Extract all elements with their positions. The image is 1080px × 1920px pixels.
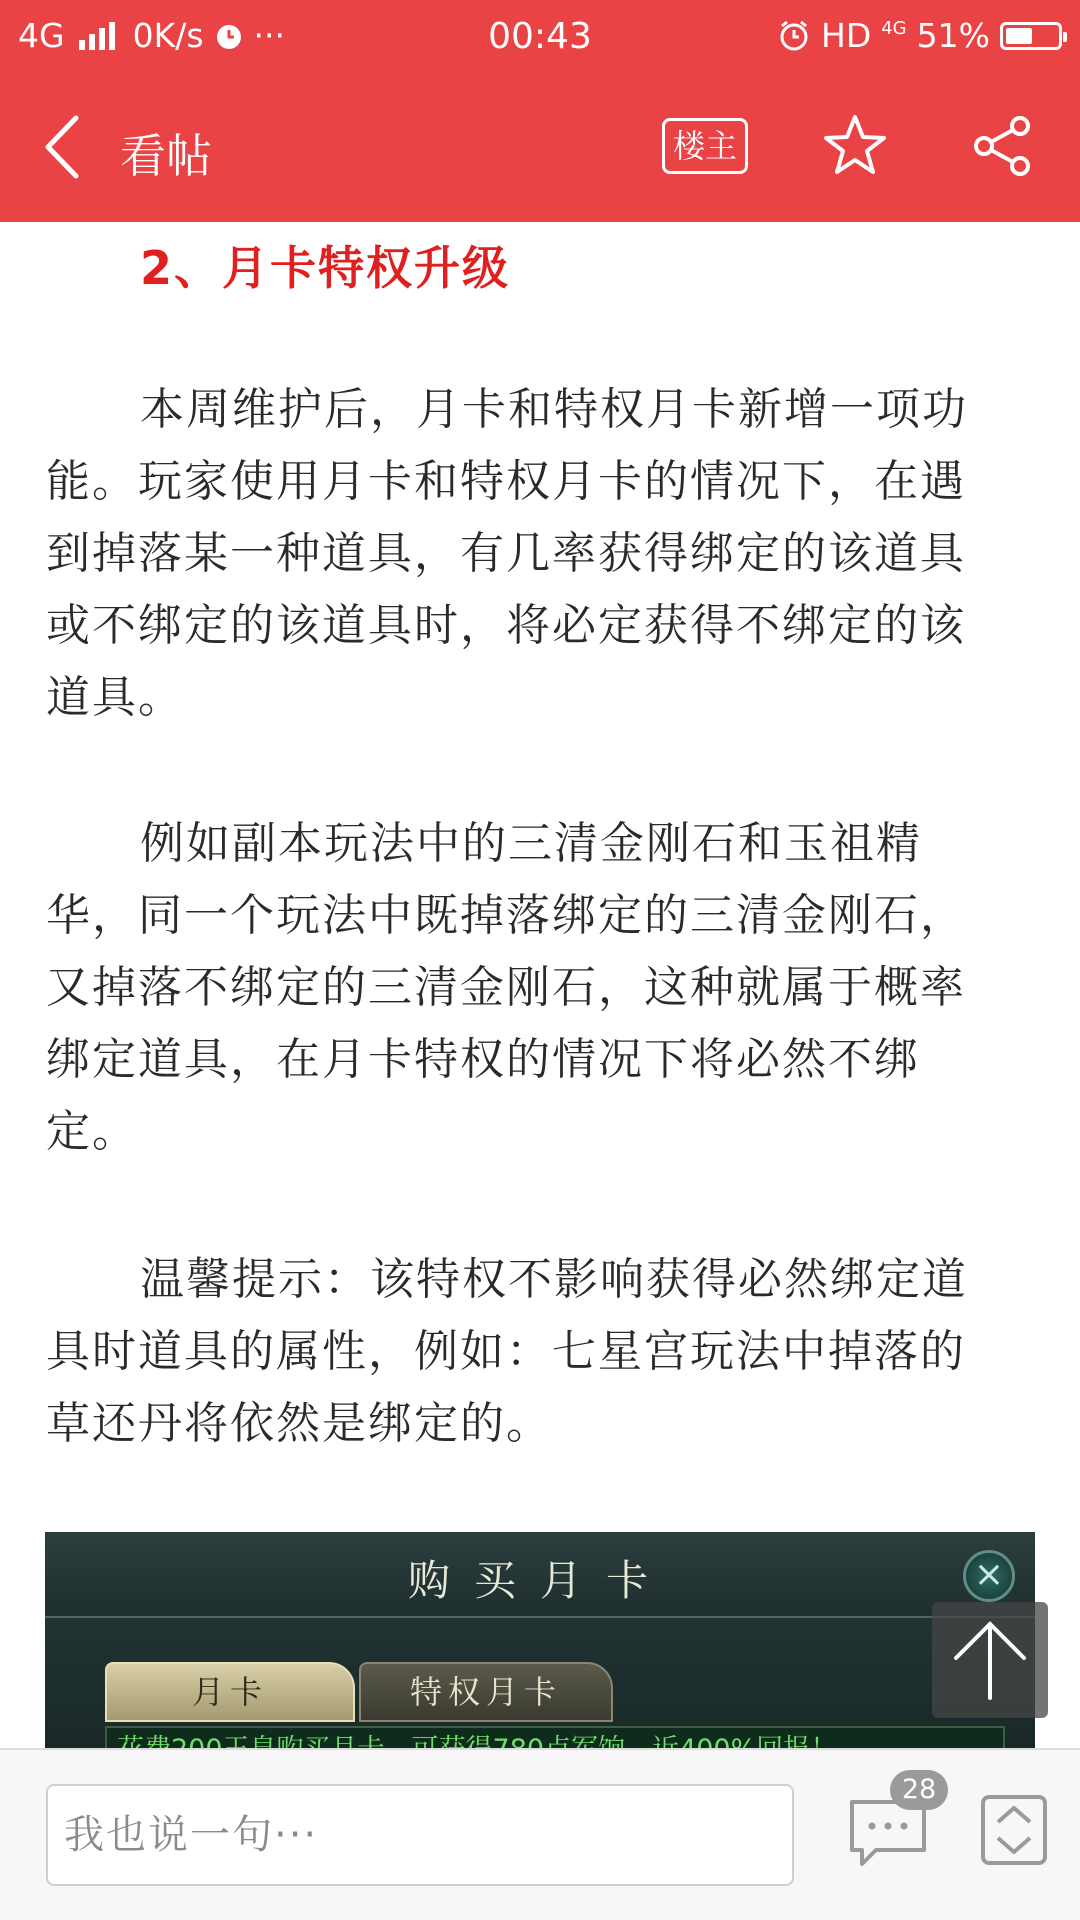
image-tab-monthly-card: 月卡 <box>105 1662 355 1722</box>
clock: 00:43 <box>488 16 592 57</box>
navigation-bar <box>0 76 1080 222</box>
bottom-bar <box>0 1748 1080 1920</box>
network-small: 4G <box>881 17 907 39</box>
battery-icon <box>1000 22 1062 50</box>
scroll-to-top-button[interactable] <box>932 1602 1048 1718</box>
share-icon[interactable] <box>972 114 1036 178</box>
page-title: 看帖 <box>120 129 212 183</box>
page-jump-icon[interactable] <box>980 1794 1048 1866</box>
network-type: 4G <box>18 16 65 55</box>
comment-input[interactable] <box>46 1784 794 1886</box>
network-speed: 0K/s <box>132 16 204 55</box>
paragraph-1: 本周维护后，月卡和特权月卡新增一项功能。玩家使用月卡和特权月卡的情况下，在遇到掉落某一种道具，有几率获得绑定的该道具或不绑定的该道具时，将必定获得不绑定的该道具。 <box>46 384 968 723</box>
arrow-up-icon <box>932 1602 1048 1718</box>
post-image[interactable] <box>45 1532 1035 1768</box>
image-tab-privilege-card: 特权月卡 <box>359 1662 613 1722</box>
hd-indicator: HD <box>821 16 872 55</box>
battery-level <box>1006 28 1032 44</box>
paragraph-2: 例如副本玩法中的三清金刚石和玉祖精华，同一个玩法中既掉落绑定的三清金刚石，又掉落不绑定的三清金刚石，这种就属于概率绑定道具，在月卡特权的情况下将必然不绑定。 <box>46 818 966 1157</box>
status-right <box>777 16 1062 55</box>
image-title: 购买月卡 <box>407 1556 672 1605</box>
image-header <box>45 1532 1035 1618</box>
post-content[interactable] <box>0 222 1080 1748</box>
owner-only-button[interactable]: 楼主 <box>662 118 748 174</box>
favorite-star-icon[interactable] <box>822 112 888 178</box>
section-heading: 2、月卡特权升级 <box>140 241 511 295</box>
paragraph-3: 温馨提示：该特权不影响获得必然绑定道具时道具的属性，例如：七星宫玩法中掉落的草还丹将依然是绑定的。 <box>46 1254 968 1449</box>
battery-percent: 51% <box>916 16 990 55</box>
alarm-clock-icon <box>777 19 811 53</box>
status-bar <box>0 0 1080 76</box>
back-icon[interactable] <box>38 112 88 182</box>
more-notifications: ··· <box>253 16 286 55</box>
comment-count-badge: 28 <box>890 1770 948 1810</box>
image-close-icon: × <box>963 1550 1015 1602</box>
